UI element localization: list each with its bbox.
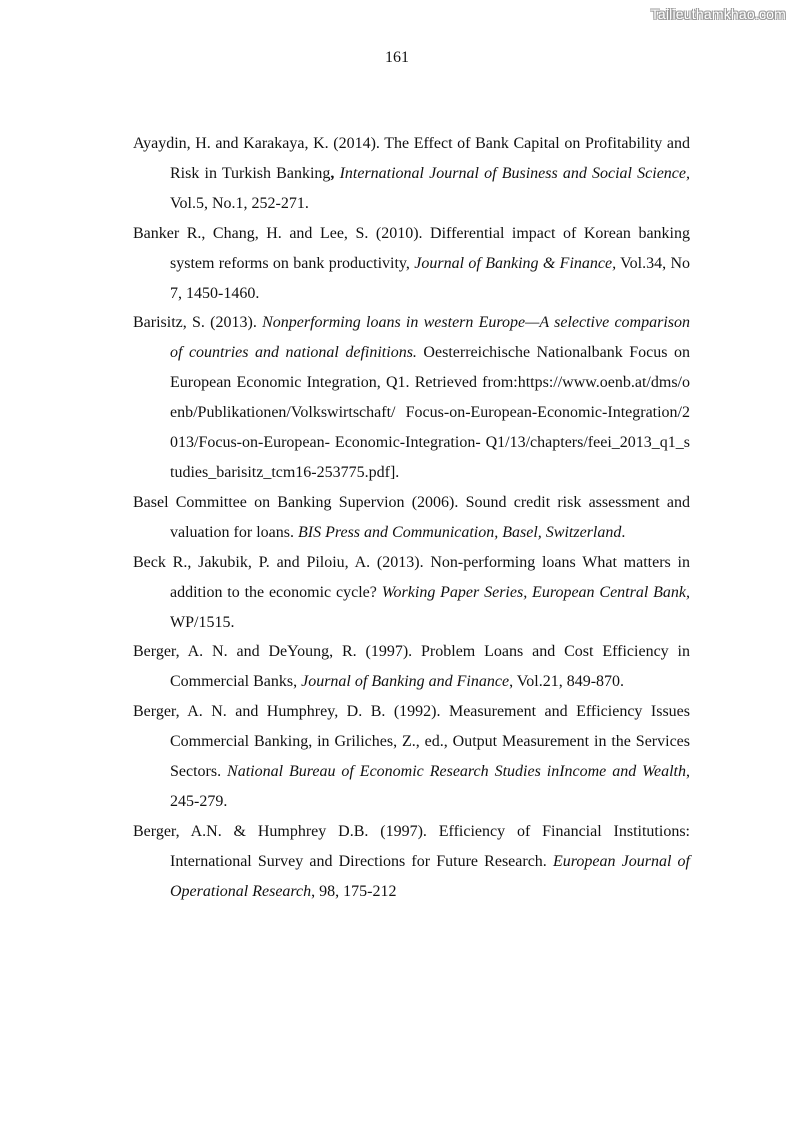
reference-title: Nonperforming loans in western Europe—A selective comparison of countries and national definitions. [170,314,690,362]
reference-item [133,548,690,638]
watermark-text: Tailieuthamkhao.com [650,6,786,22]
reference-authors: Ayaydin, H. and Karakaya, K. (2014). The Effect of Bank Capital on Profitability and Risk in Turkish Banking [133,135,690,182]
reference-details: Oesterreichische Nationalbank Focus on European Economic Integration, Q1. Retrieved [170,344,690,392]
reference-authors: Berger, A. N. and Humphrey, D. B. (1992). Measurement and Efficiency Issues Commercial Banking, in Griliches, Z., ed., Output Measurement in the Services Sectors. [133,703,690,781]
reference-details: Vol.34, No 7, 1450-1460. [170,254,691,302]
reference-item [133,129,690,219]
reference-details: , 98, 175-212 [311,882,397,900]
reference-details: WP/1515. [170,613,235,631]
reference-journal: European Journal of Operational Research [170,852,690,900]
reference-item [133,697,690,817]
reference-details: , Vol.21, 849-870. [509,673,625,691]
reference-item [133,308,690,487]
reference-details: , 245-279. [170,763,690,810]
reference-journal: Working Paper Series, European Central Bank, [381,583,690,601]
reference-details: Vol.5, No.1, 252-271. [170,194,309,212]
reference-journal: International Journal of Business and Social Science, [339,164,690,182]
reference-authors: Banker R., Chang, H. and Lee, S. (2010). Differential impact of Korean banking system reforms on bank productivity, [133,224,690,272]
reference-journal: National Bureau of Economic Research Studies inIncome and Wealth [227,763,686,781]
reference-authors: Berger, A. N. and DeYoung, R. (1997). Problem Loans and Cost Efficiency in Commercial Banks, [133,643,690,691]
reference-item [133,817,690,907]
reference-authors: Beck R., Jakubik, P. and Piloiu, A. (2013). Non-performing loans What matters in addition to the economic cycle? [133,553,690,601]
reference-journal: BIS Press and Communication, Basel, Switzerland [297,523,622,541]
reference-authors: Barisitz, S. (2013). [133,314,263,332]
reference-item [133,637,690,697]
reference-url: from:https://www.oenb.at/dms/oenb/Publikationen/Volkswirtschaft/ Focus-on-European-Economic-Integration/2013/Focus-on-European- Economic-Integration- Q1/13/chapters/feei_2013_q1_studies_barisitz_tcm16-253775.pdf]. [170,374,690,481]
reference-authors: Basel Committee on Banking Supervion (2006). Sound credit risk assessment and valuation for loans. [133,493,690,541]
reference-item [133,219,690,309]
reference-journal: Journal of Banking and Finance [301,673,510,691]
reference-item [133,488,690,548]
reference-separator: , [330,164,335,182]
reference-list [133,129,690,907]
reference-details: . [621,523,626,541]
page-number: 161 [385,49,409,66]
reference-authors: Berger, A.N. & Humphrey D.B. (1997). Efficiency of Financial Institutions: International Survey and Directions for Future Research. [133,822,690,870]
reference-journal: Journal of Banking & Finance, [414,254,617,272]
